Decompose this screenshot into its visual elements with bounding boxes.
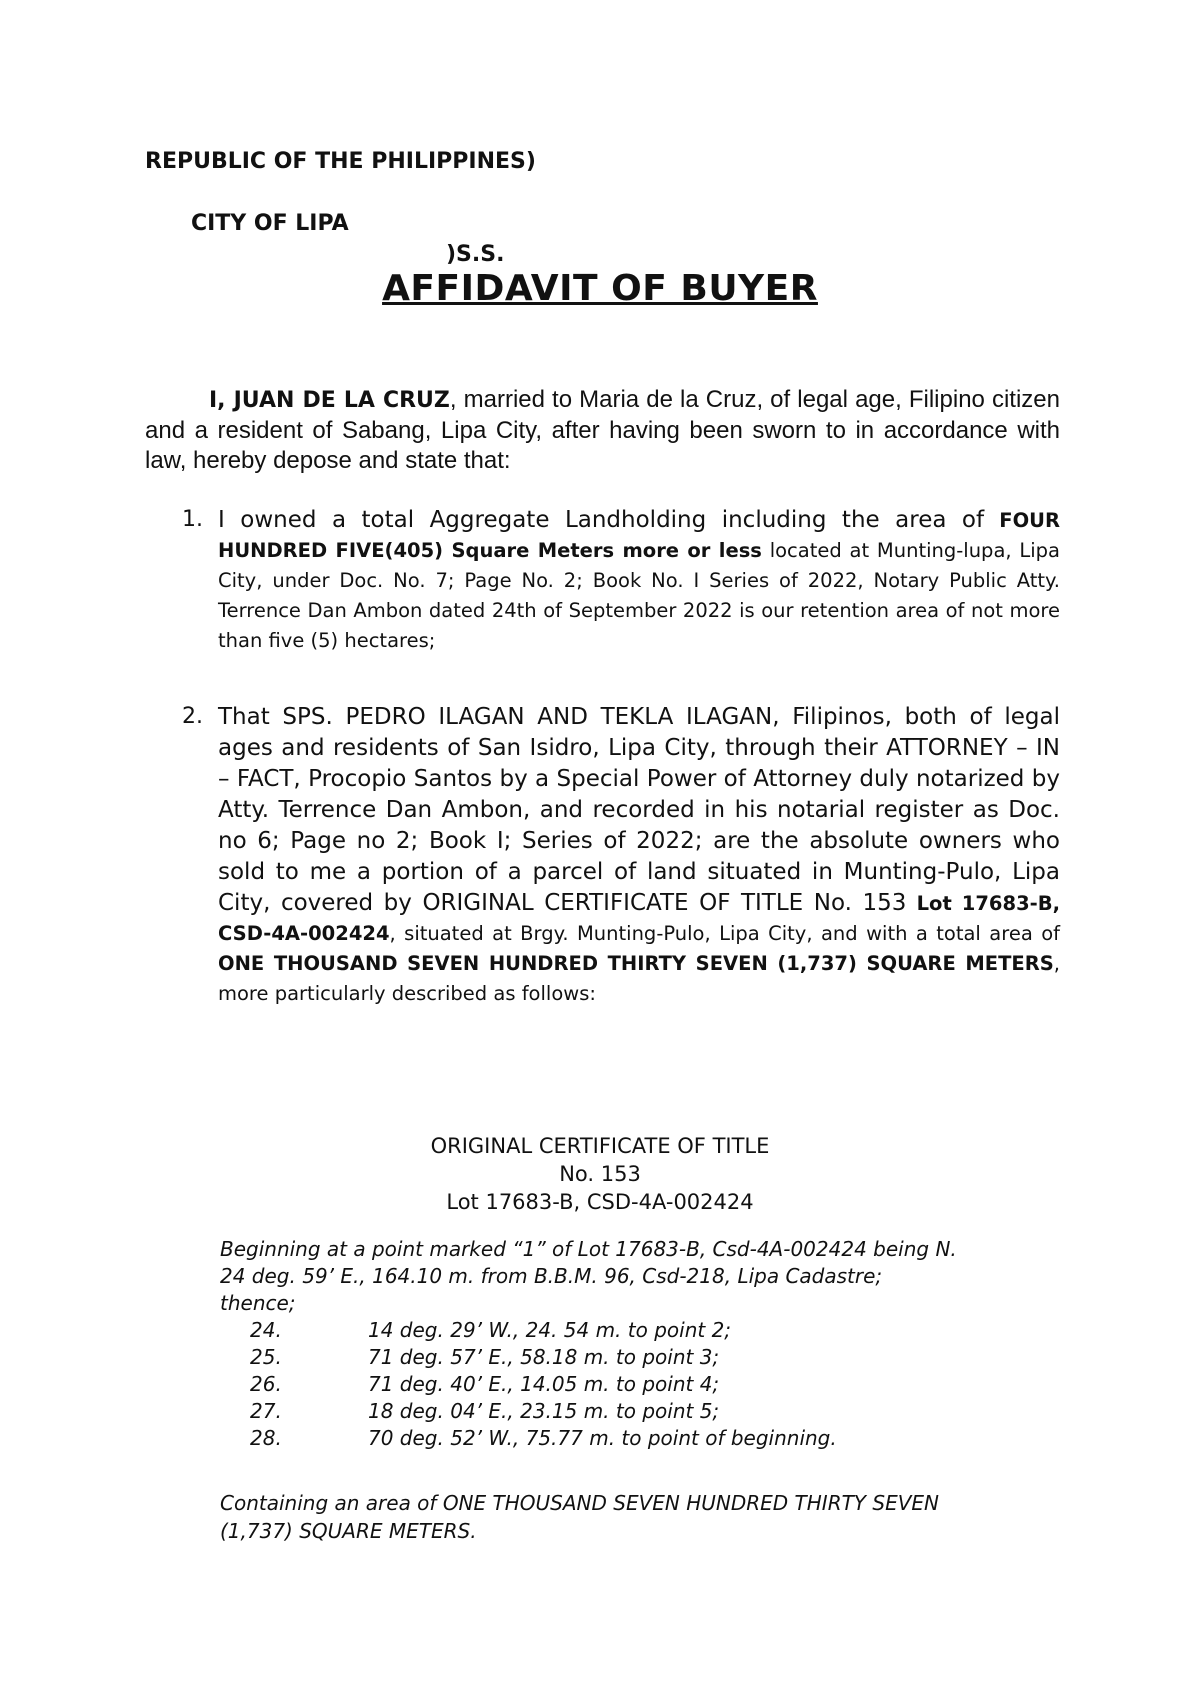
venue-republic: REPUBLIC OF THE PHILIPPINES) [145,149,536,174]
item2-text-b: , situated at Brgy. Munting-Pulo, Lipa City, and with a total area of [389,922,1060,945]
course-line [250,1317,731,1344]
item1-text-a: I owned a total Aggregate Landholding including the area of [218,507,985,533]
course-text: 14 deg. 29’ W., 24. 54 m. to point 2; [368,1318,732,1342]
affiant-name: I, JUAN DE LA CRUZ [209,388,450,413]
course-number: 27. [250,1399,282,1423]
course-line [250,1371,719,1398]
item2-cert-ref: ORIGINAL CERTIFICATE OF TITLE No. 153 [422,890,907,916]
document-title: AFFIDAVIT OF BUYER [382,268,818,309]
course-number: 25. [250,1345,282,1369]
course-text: 70 deg. 52’ W., 75.77 m. to point of beginning. [368,1426,837,1450]
certificate-lot: Lot 17683-B, CSD-4A-002424 [446,1190,754,1214]
list-item-2 [182,702,1060,1009]
course-text: 71 deg. 57’ E., 58.18 m. to point 3; [368,1345,720,1369]
intro-paragraph [145,385,1060,476]
certificate-heading [0,1132,1200,1216]
venue-ss: )S.S. [446,242,505,267]
course-number: 28. [250,1426,282,1450]
intro-text: , married to Maria de la Cruz, of legal age, Filipino citizen and a resident of Sabang, Lipa City, after having been sworn to in accordance with law, hereby depose and state that: [145,386,1060,474]
course-line [250,1398,719,1425]
item2-text-a: That SPS. PEDRO ILAGAN AND TEKLA ILAGAN, Filipinos, both of legal ages and residents of San Isidro, Lipa City, through their ATTORNEY – IN – FACT, Procopio Santos by a Special Power of Attorney duly notarized by Atty. Terrence Dan Ambon, and recorded in his notarial register as Doc. no 6; Page no 2; Book I; Series of 2022; are the absolute owners who sold to me a portion of a parcel of land situated in Munting-Pulo, Lipa City, covered by [218,704,1060,916]
item2-area-bold: ONE THOUSAND SEVEN HUNDRED THIRTY SEVEN (1,737) SQUARE METERS [218,952,1054,975]
certificate-number: No. 153 [559,1162,641,1186]
list-item-number: 2. [182,704,203,729]
course-line [250,1344,719,1371]
item2-text-c: , more particularly described as follows: [218,952,1060,1005]
course-text: 71 deg. 40’ E., 14.05 m. to point 4; [368,1372,720,1396]
item2-lot-bold: Lot 17683-B, CSD-4A-002424 [218,892,1060,945]
course-line [250,1425,837,1452]
list-item-1 [182,505,1060,656]
course-number: 24. [250,1318,282,1342]
item1-text-b: located at Munting-lupa, Lipa City, under Doc. No. 7; Page No. 2; Book No. I Series of 2022, Notary Public Atty. Terrence Dan Ambon dated 24th of September 2022 is our retention area of not more than five (5) hectares; [218,539,1060,652]
area-statement: Containing an area of ONE THOUSAND SEVEN HUNDRED THIRTY SEVEN (1,737) SQUARE METERS. [220,1491,939,1543]
venue-city: CITY OF LIPA [190,211,349,236]
technical-description: Beginning at a point marked “1” of Lot 17683-B, Csd-4A-002424 being N. 24 deg. 59’ E., 164.10 m. from B.B.M. 96, Csd-218, Lipa Cadastre; thence; [220,1237,957,1315]
item1-area-bold: FOUR HUNDRED FIVE(405) Square Meters more or less [218,509,1060,562]
course-number: 26. [250,1372,282,1396]
certificate-title: ORIGINAL CERTIFICATE OF TITLE [430,1134,770,1158]
course-text: 18 deg. 04’ E., 23.15 m. to point 5; [368,1399,720,1423]
list-item-number: 1. [182,507,203,532]
